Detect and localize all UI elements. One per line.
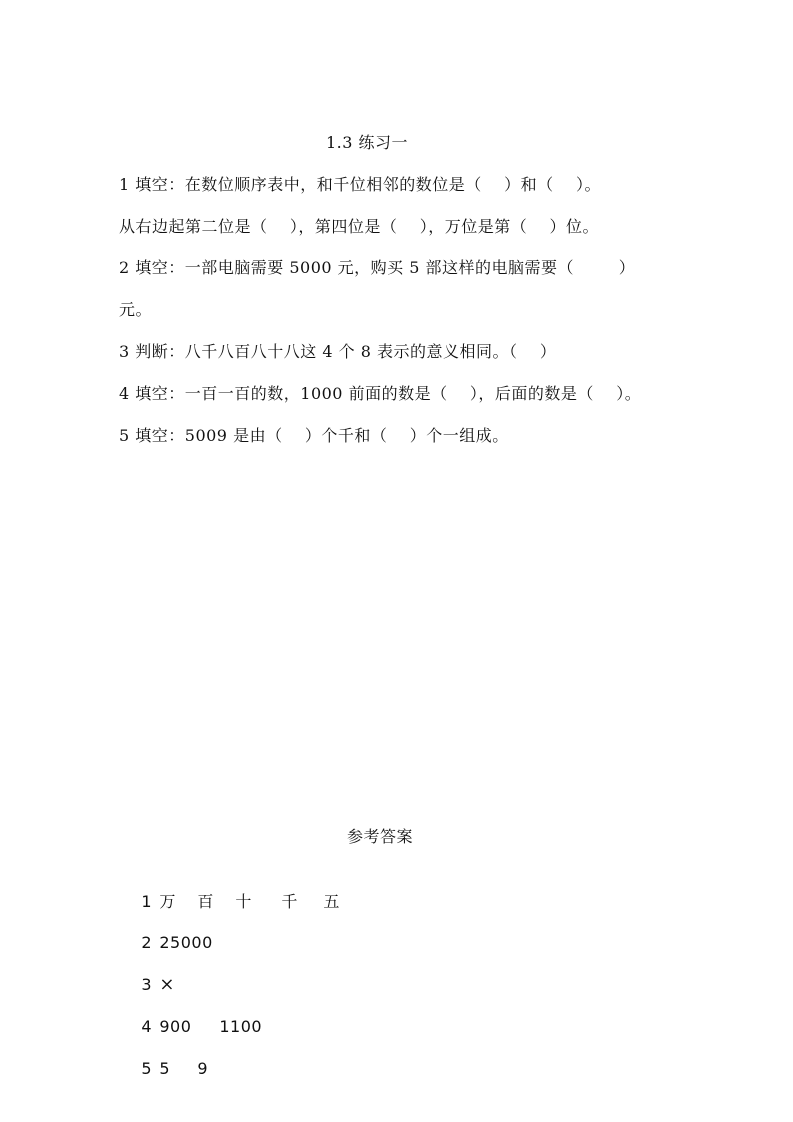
answer-value: × bbox=[159, 974, 175, 995]
answer-value: 900 bbox=[159, 1017, 192, 1036]
question-2-line-1: 2 填空：一部电脑需要 5000 元，购买 5 部这样的电脑需要（ ） bbox=[119, 258, 636, 277]
answer-heading: 参考答案 bbox=[347, 827, 414, 846]
answer-value: 千 bbox=[281, 892, 298, 911]
answer-value: 十 bbox=[235, 892, 252, 911]
answer-5 bbox=[119, 1036, 208, 1102]
exercise-title: 1.3 练习一 bbox=[326, 133, 409, 152]
answer-value: 9 bbox=[197, 1059, 209, 1078]
question-2-line-2: 元。 bbox=[119, 300, 153, 319]
answer-value: 百 bbox=[197, 892, 214, 911]
answer-value: 万 bbox=[159, 892, 176, 911]
question-1-line-2: 从右边起第二位是（ ），第四位是（ ），万位是第（ ）位。 bbox=[119, 217, 600, 236]
question-4: 4 填空：一百一百的数，1000 前面的数是（ ），后面的数是（ ）。 bbox=[119, 384, 642, 403]
answer-number: 5 bbox=[141, 1059, 153, 1078]
answer-value: 5 bbox=[159, 1059, 171, 1078]
question-5: 5 填空：5009 是由（ ）个千和（ ）个一组成。 bbox=[119, 426, 509, 445]
answer-number: 4 bbox=[141, 1017, 153, 1036]
answer-number: 3 bbox=[141, 975, 153, 994]
answer-number: 2 bbox=[141, 933, 153, 952]
answer-number: 1 bbox=[141, 892, 153, 911]
answer-value: 1100 bbox=[219, 1017, 263, 1036]
answer-value: 五 bbox=[323, 892, 340, 911]
question-1-line-1: 1 填空：在数位顺序表中，和千位相邻的数位是（ ）和（ ）。 bbox=[119, 175, 601, 194]
question-3: 3 判断：八千八百八十八这 4 个 8 表示的意义相同。（ ） bbox=[119, 342, 557, 361]
answer-value: 25000 bbox=[159, 933, 213, 952]
